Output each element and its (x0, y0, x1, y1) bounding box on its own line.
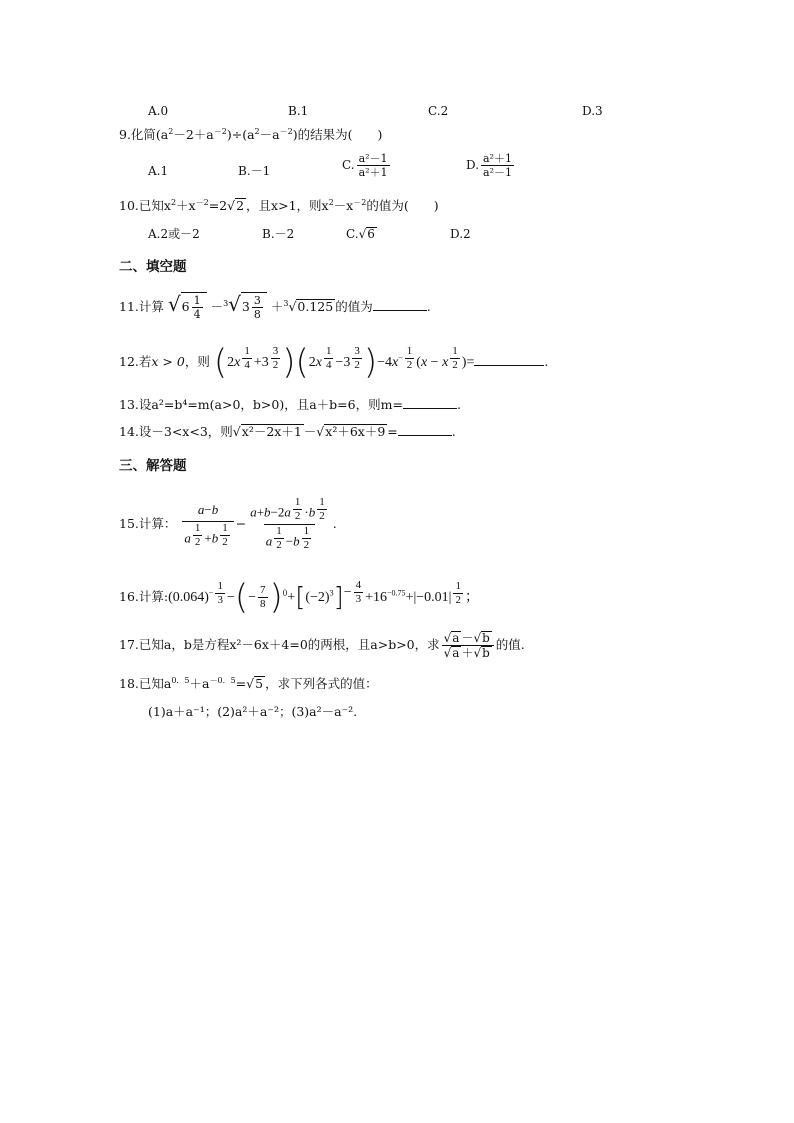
q9-c-denominator: a²＋1 (358, 166, 388, 179)
q14-stem: 14.设－3<x<3，则√x²－2x＋1 －√x²＋6x＋9 = . (119, 424, 456, 439)
q9-option-d: D. $\frac{\text{a²＋1}}{\text{a²－1}}$ (466, 152, 512, 179)
q8-option-a: A.0 (148, 104, 169, 118)
section-solution-heading: 三、解答题 (119, 458, 187, 474)
q18-parts: (1)a＋a⁻¹；(2)a²＋a⁻²；(3)a²－a⁻². (148, 704, 358, 719)
q9-stem: 9.化简$(a^2-2+a^{-2})\div(a^2-a^{-2})$的结果为( ) (119, 126, 383, 142)
q15-stem: 15.计算： a−b a $^{\frac{1}{2}}$ +b $^{\frac{1}{2}}$ − a+b−2a $^{\frac{1}{2}}$ ·b $^{\frac{1}{2}}$ a $^{\frac{1}{2}}$ −b $^{\frac{1}{2}}$ . (119, 496, 337, 551)
q13-stem: 13.设a²=b⁴=m(a>0，b>0)，且a＋b=6，则m= . (119, 397, 461, 412)
q10-option-c: C.√6 (346, 227, 375, 241)
q8-option-c: C.2 (428, 104, 449, 118)
q9-option-b: B.－1 (238, 164, 271, 178)
q9-c-numerator: a²－1 (358, 152, 388, 165)
q12-answer-blank (474, 354, 544, 366)
q8-option-b: B.1 (288, 104, 309, 118)
q10-option-a: A.2或－2 (148, 227, 200, 241)
q9-d-numerator: a²＋1 (483, 152, 512, 165)
q10-option-d: D.2 (450, 227, 471, 241)
q17-stem: 17.已知a，b是方程x²－6x＋4=0的两根，且a>b>0，求 $\frac{√a -√b}{√a +√b}$ 的值. (119, 631, 525, 660)
q8-option-d: D.3 (582, 104, 603, 118)
q14-answer-blank (398, 424, 452, 436)
q11-stem: 11.计算 √6 $\frac{1}{4}$ －$^3$√3 $\frac{3}{8}$ ＋$^3$√0.125 的值为 . (119, 292, 431, 321)
q10-option-b: B.－2 (262, 227, 295, 241)
q18-stem: 18.已知$a^{0.5}+a^{-0.5}=√5$ ，求下列各式的值： (119, 675, 378, 691)
q12-stem: 12.若x > 0，则 (2x $^{\frac{1}{4}}$ +3 $^{\frac{3}{2}}$ )(2x $^{\frac{1}{4}}$ −3 $^{\frac{3}{2}}$ )$-4x^{- \frac{1}{2}}$ (x − x $^{\frac{1}{2}}$ )= . (119, 342, 549, 383)
q16-stem: 16.计算$:(0.064)^{- \frac{1}{3}}$ −(− $\frac{7}{8}$ )$^0+[(-2)^3]^{- \frac{4}{3}}$ $+16^{-0.75}+|-0.01|$ $^{\frac{1}{2}}$ ； (119, 577, 479, 618)
q10-stem: 10.已知$x^2+x^{-2}=2√2$ ，且x>1，则$x^2-x^{-2}$的值为( ) (119, 197, 439, 213)
q11-answer-blank (373, 299, 427, 311)
section-fill-in-blank-heading: 二、填空题 (119, 259, 187, 275)
q9-d-denominator: a²－1 (483, 166, 512, 179)
q9-option-c: C. $\frac{\text{a²－1}}{\text{a²＋1}}$ (342, 152, 388, 179)
q13-answer-blank (403, 397, 457, 409)
q9-option-a: A.1 (148, 164, 169, 178)
